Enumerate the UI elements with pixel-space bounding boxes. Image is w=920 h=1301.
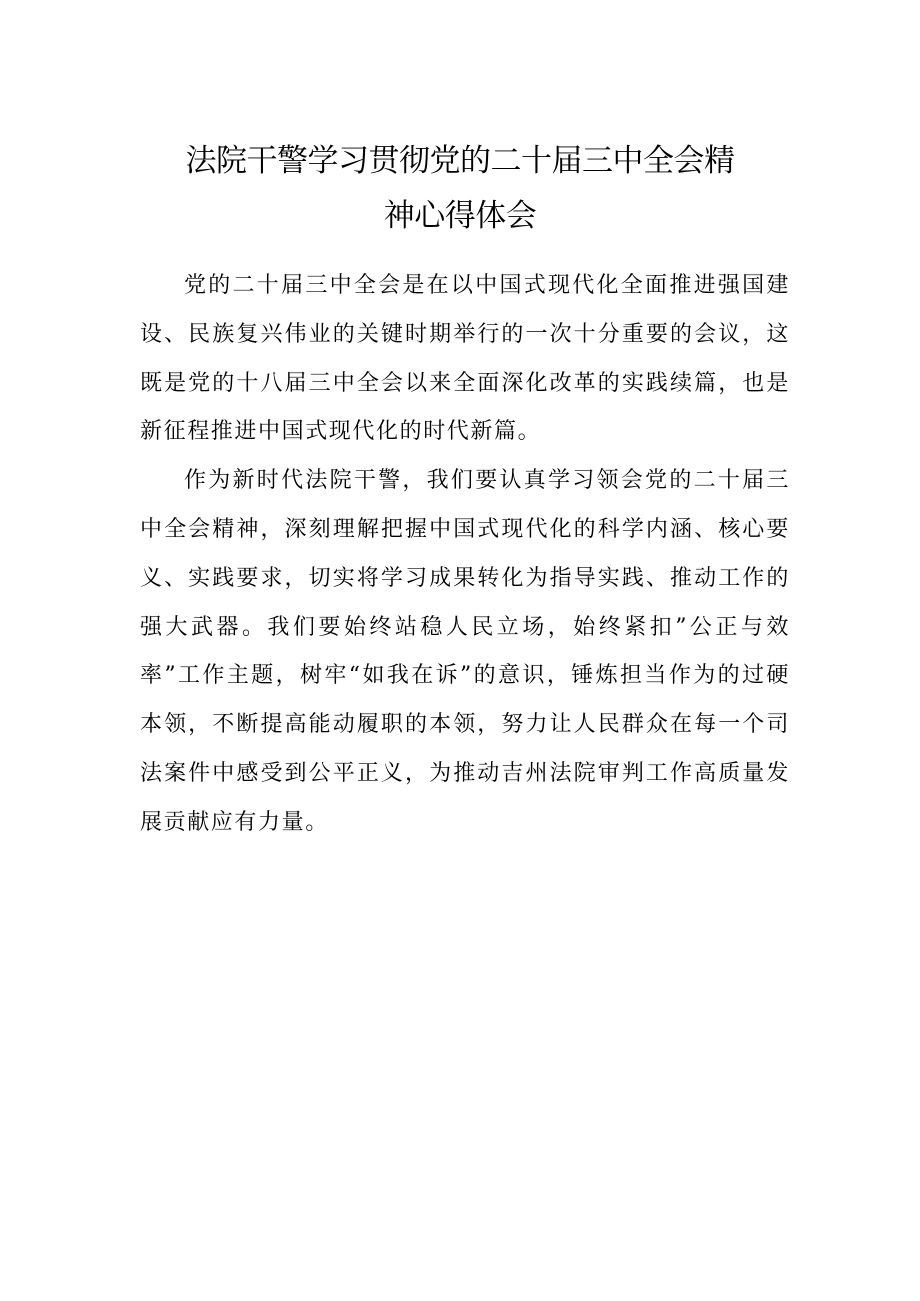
- document-title-line-1: 法院干警学习贯彻党的二十届三中全会精: [185, 143, 735, 179]
- paragraph-1: 党的二十届三中全会是在以中国式现代化全面推进强国建设、民族复兴伟业的关键时期举行的一次十分重要的会议，这既是党的十八届三中全会以来全面深化改革的实践续篇，也是新征程推进中国式现代化的时代新篇。: [140, 273, 790, 445]
- document-body: [140, 262, 790, 848]
- document-title-line-2: 神心得体会: [383, 198, 537, 234]
- paragraph-2: 作为新时代法院干警，我们要认真学习领会党的二十届三中全会精神，深刻理解把握中国式现代化的科学内涵、核心要义、实践要求，切实将学习成果转化为指导实践、推动工作的强大武器。我们要始终站稳人民立场，始终紧扣”公正与效率”工作主题，树牢“如我在诉”的意识，锤炼担当作为的过硬本领，不断提高能动履职的本领，努力让人民群众在每一个司法案件中感受到公平正义，为推动吉州法院审判工作高质量发展贡献应有力量。: [140, 468, 790, 835]
